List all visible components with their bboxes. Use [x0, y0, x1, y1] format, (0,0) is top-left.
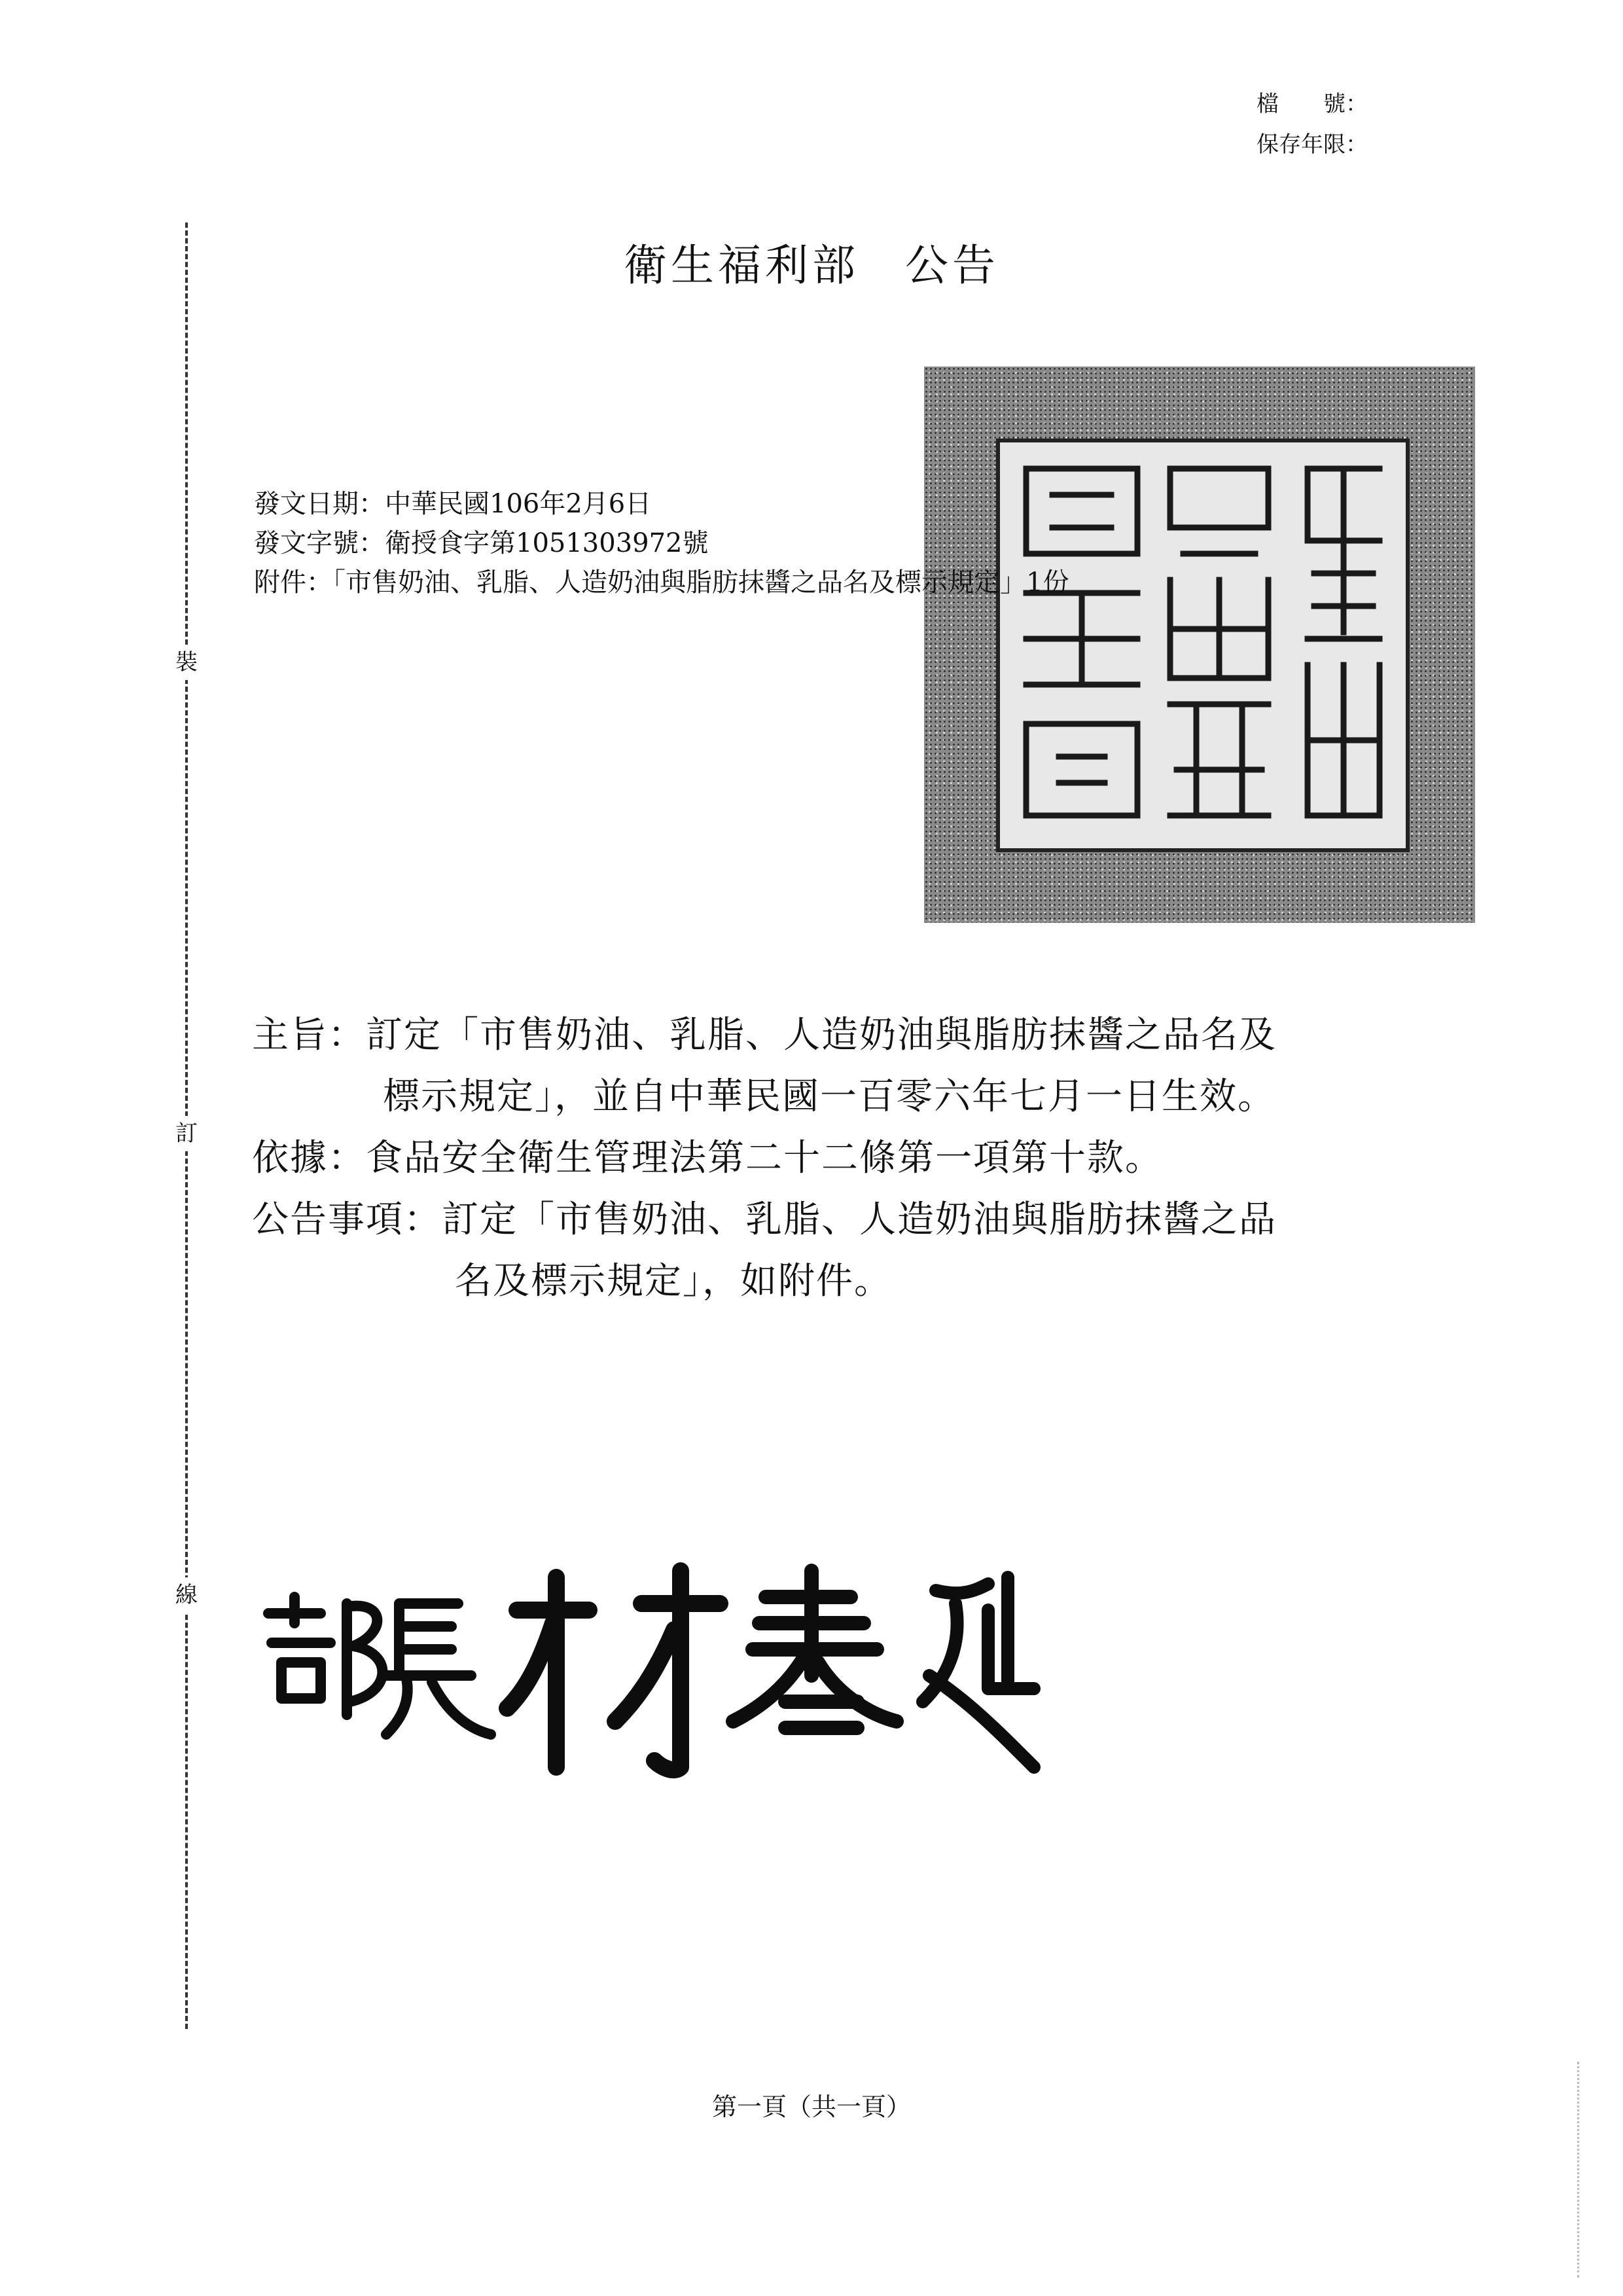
document-type: 公告 — [905, 240, 999, 291]
file-meta — [1257, 84, 1368, 165]
retention-period-label: 保存年限： — [1257, 132, 1368, 158]
file-number-label: 檔 號： — [1257, 91, 1368, 117]
scan-edge-mark — [1577, 2062, 1579, 2278]
binding-mark-line: 線 — [169, 1577, 204, 1613]
issue-info — [254, 484, 1069, 602]
binding-mark-bind: 裝 — [169, 645, 204, 680]
notice-line-1: 公告事項：訂定「市售奶油、乳脂、人造奶油與脂肪抹醬之品 — [252, 1198, 1277, 1241]
subject-line-1: 主旨：訂定「市售奶油、乳脂、人造奶油與脂肪抹醬之品名及 — [252, 1014, 1277, 1056]
minister-signature — [249, 1551, 1054, 1787]
agency-name: 衛生福利部 — [624, 240, 859, 291]
signature-strokes — [249, 1551, 1054, 1787]
subject-line-2: 標示規定」，並自中華民國一百零六年七月一日生效。 — [383, 1075, 1275, 1118]
notice-line-2: 名及標示規定」，如附件。 — [455, 1260, 892, 1302]
basis-line: 依據：食品安全衛生管理法第二十二條第一項第十款。 — [252, 1137, 1163, 1179]
binding-mark-stitch: 訂 — [169, 1116, 204, 1151]
official-seal — [924, 367, 1475, 923]
issue-date: 發文日期：中華民國106年2月6日 — [254, 489, 652, 519]
issue-number: 發文字號：衛授食字第1051303972號 — [254, 528, 709, 558]
announcement-body — [252, 1005, 1277, 1312]
attachment-line: 附件：「市售奶油、乳脂、人造奶油與脂肪抹醬之品名及標示規定」1份 — [254, 567, 1069, 598]
page-number: 第一頁（共一頁） — [711, 2092, 911, 2121]
page-title — [0, 230, 1623, 293]
